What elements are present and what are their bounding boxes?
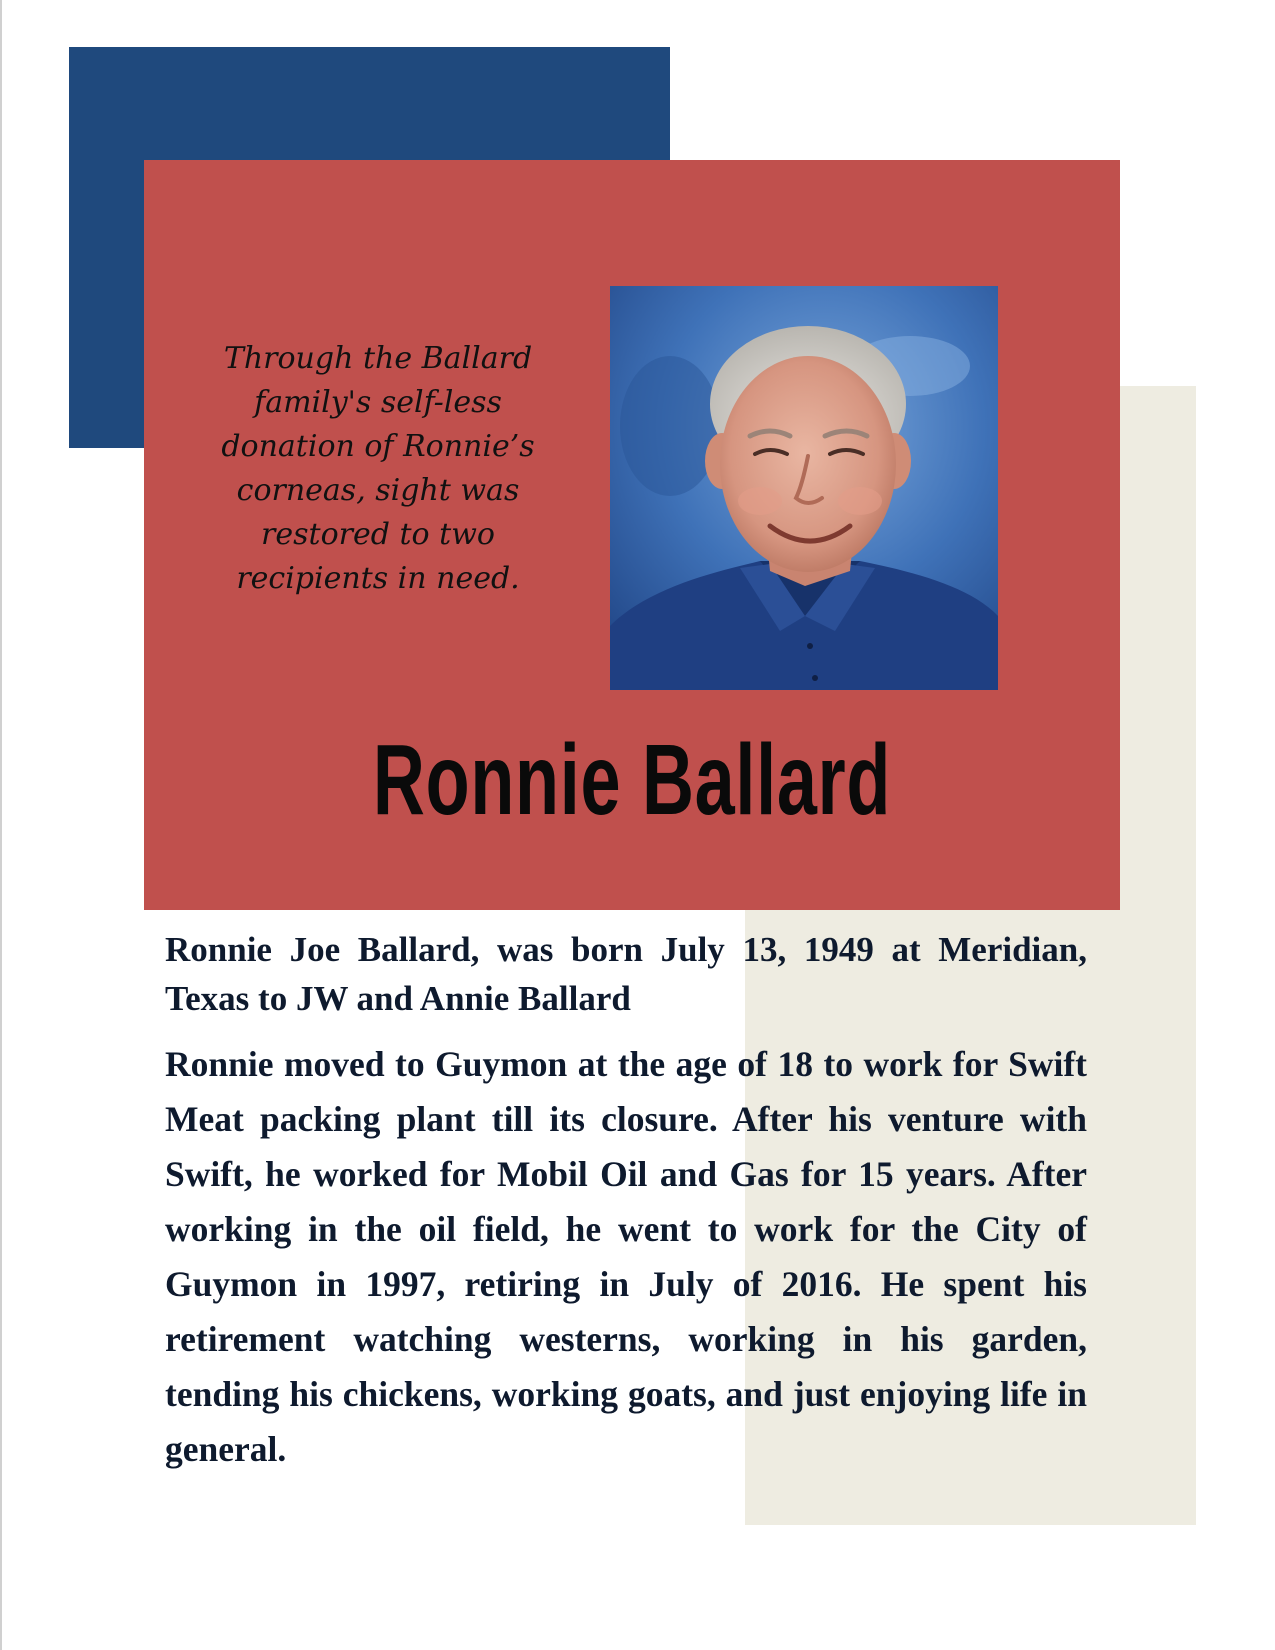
page-edge [0,0,2,1650]
portrait-photo [610,286,998,690]
bio-paragraph-life: Ronnie moved to Guymon at the age of 18 to work for Swift Meat packing plant till its closure. After his venture with Swift, he worked for Mobil Oil and Gas for 15 years. After working in the oil field, he went to work for the City of Guymon in 1997, retiring in July of 2016. He spent his retirement watching westerns, working in his garden, tending his chickens, working goats, and just enjoying life in general. [165,1044,1087,1469]
donation-quote: Through the Ballard family's self-less donation of Ronnie’s corneas, sight was restored to two recipients in need. [221,341,535,596]
bio-paragraph-birth: Ronnie Joe Ballard, was born July 13, 1949 at Meridian, Texas to JW and Annie Ballard [165,930,1087,1018]
memorial-name-title: Ronnie Ballard [372,724,892,836]
